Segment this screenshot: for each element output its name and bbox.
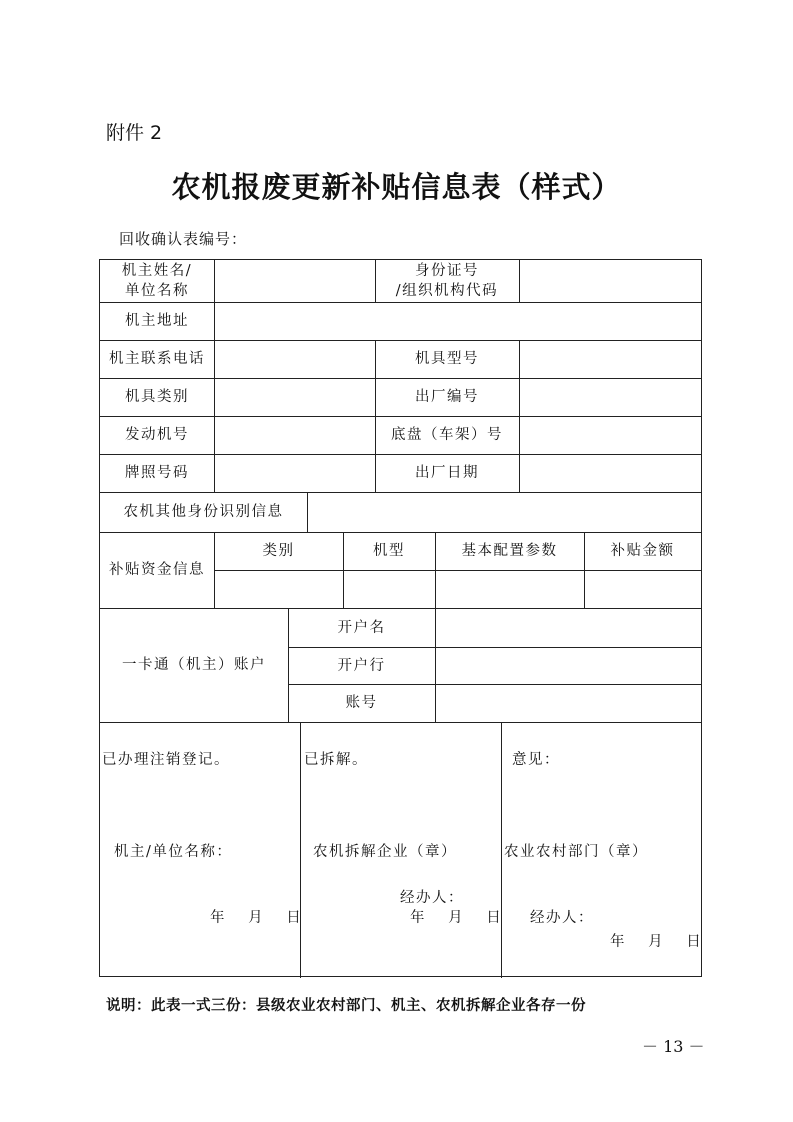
col-divider xyxy=(214,340,215,492)
col-divider xyxy=(214,302,215,340)
owner-name-label-line1: 机主姓名/ xyxy=(121,263,193,279)
owner-date-label: 年 月 日 xyxy=(210,910,303,926)
factory-number-label: 出厂编号 xyxy=(415,389,479,405)
row-divider xyxy=(100,722,701,723)
col-divider xyxy=(307,492,308,532)
id-number-label-line1: 身份证号 xyxy=(415,263,479,279)
owner-name-label-line2: 单位名称 xyxy=(125,283,189,299)
dismantled-status: 已拆解。 xyxy=(304,752,368,768)
other-id-info-label: 农机其他身份识别信息 xyxy=(123,504,284,520)
owner-signature-label: 机主/单位名称： xyxy=(114,844,233,860)
opinion-label: 意见： xyxy=(512,752,560,768)
col-divider xyxy=(435,608,436,722)
recycle-number-label: 回收确认表编号： xyxy=(119,230,248,248)
col-divider xyxy=(519,340,520,492)
chassis-number-label: 底盘（车架）号 xyxy=(391,427,503,443)
dismantling-company-seal-label: 农机拆解企业（章） xyxy=(313,844,457,860)
deregistration-status: 已办理注销登记。 xyxy=(102,752,230,768)
owner-name-label xyxy=(100,260,214,302)
table-note: 说明：此表一式三份：县级农业农村部门、机主、农机拆解企业各存一份 xyxy=(106,997,586,1014)
owner-address-label: 机主地址 xyxy=(125,313,189,329)
attachment-label: 附件 2 xyxy=(106,122,163,144)
col-model-header: 机型 xyxy=(373,543,405,559)
subsidy-info-table xyxy=(99,259,702,977)
account-name-label: 开户名 xyxy=(337,619,386,636)
col-divider xyxy=(519,260,520,302)
owner-phone-label: 机主联系电话 xyxy=(109,351,205,367)
account-bank-label: 开户行 xyxy=(337,657,386,674)
dismantling-handler-label: 经办人： xyxy=(400,890,464,906)
factory-date-label: 出厂日期 xyxy=(415,465,479,481)
machine-model-label: 机具型号 xyxy=(415,351,479,367)
agriculture-dept-seal-label: 农业农村部门（章） xyxy=(504,844,648,860)
col-divider xyxy=(501,722,502,978)
agriculture-date-label: 年 月 日 xyxy=(610,934,703,950)
col-divider xyxy=(214,260,215,302)
id-number-label-line2: /组织机构代码 xyxy=(395,283,499,299)
page-number: － 13 － xyxy=(642,1037,705,1056)
col-amount-header: 补贴金额 xyxy=(610,543,675,559)
col-params-header: 基本配置参数 xyxy=(461,543,558,559)
dismantling-date-label: 年 月 日 xyxy=(410,910,503,926)
agriculture-handler-label: 经办人： xyxy=(530,910,594,926)
account-label: 一卡通（机主）账户 xyxy=(122,657,266,673)
id-number-label xyxy=(375,260,519,302)
col-category-header: 类别 xyxy=(262,543,295,559)
row-divider xyxy=(214,570,701,571)
col-divider xyxy=(300,722,301,978)
plate-number-label: 牌照号码 xyxy=(125,465,189,481)
engine-number-label: 发动机号 xyxy=(125,427,189,443)
subsidy-info-label: 补贴资金信息 xyxy=(109,562,205,578)
machine-category-label: 机具类别 xyxy=(125,389,189,405)
account-number-label: 账号 xyxy=(345,695,378,711)
document-title: 农机报废更新补贴信息表（样式） xyxy=(171,170,622,204)
